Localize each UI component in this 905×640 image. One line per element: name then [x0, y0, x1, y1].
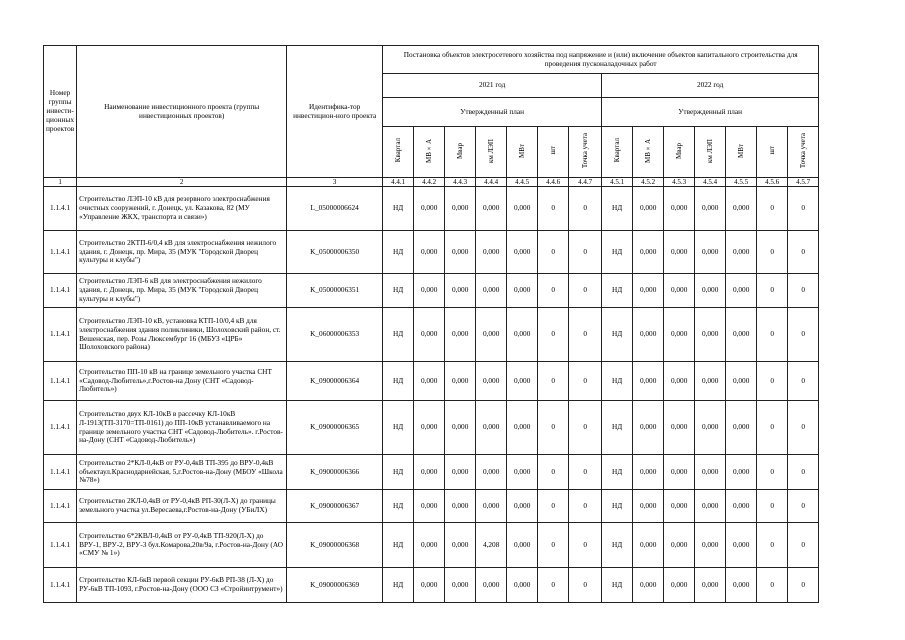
value-cell: 0,000	[476, 455, 507, 490]
value-cell: НД	[602, 455, 633, 490]
value-cell: НД	[602, 308, 633, 362]
group-number-cell: 1.1.4.1	[44, 308, 77, 362]
value-cell: 0,000	[695, 401, 726, 455]
header-plan-2022: Утвержденный план	[602, 98, 819, 127]
value-cell: 0	[569, 490, 602, 523]
subcol-2022-4	[695, 127, 726, 178]
subcol-2022-6	[757, 127, 788, 178]
header-year-2022: 2022 год	[602, 74, 819, 98]
value-cell: 0,000	[726, 187, 757, 231]
project-id-cell: K_09000006365	[287, 401, 383, 455]
subcol-label: МВ×А	[424, 138, 433, 163]
value-cell: 4,208	[476, 523, 507, 568]
value-cell: 0,000	[695, 523, 726, 568]
table-row	[44, 455, 819, 490]
subcol-label: км ЛЭП	[705, 138, 714, 163]
value-cell: 0	[757, 523, 788, 568]
table-body	[44, 187, 819, 603]
group-number-cell: 1.1.4.1	[44, 490, 77, 523]
value-cell: 0,000	[726, 568, 757, 603]
investment-table-sheet	[43, 45, 819, 603]
value-cell: 0,000	[664, 308, 695, 362]
value-cell: 0,000	[414, 187, 445, 231]
value-cell: НД	[383, 231, 414, 274]
subcol-2021-3	[445, 127, 476, 178]
column-number: 4.5.2	[633, 178, 664, 187]
value-cell: 0	[757, 455, 788, 490]
value-cell: 0,000	[445, 455, 476, 490]
column-number: 2	[77, 178, 287, 187]
value-cell: 0	[538, 187, 569, 231]
column-number: 4.4.7	[569, 178, 602, 187]
value-cell: 0,000	[695, 490, 726, 523]
value-cell: 0,000	[633, 187, 664, 231]
value-cell: 0,000	[445, 308, 476, 362]
table-row	[44, 490, 819, 523]
project-id-cell: K_05000006351	[287, 274, 383, 308]
table-row	[44, 362, 819, 401]
project-name-cell: Строительство 2КЛ-0,4кВ от РУ-0,4кВ РП-30(Л-Х) до границы земельного участка ул.Вересаева,г.Ростов-на-Дону (УБиЛХ)	[77, 490, 287, 523]
value-cell: 0,000	[445, 231, 476, 274]
header-plan-2021: Утвержденный план	[383, 98, 602, 127]
value-cell: 0,000	[476, 490, 507, 523]
subcol-label: МВт	[517, 143, 526, 158]
value-cell: 0,000	[414, 308, 445, 362]
value-cell: 0,000	[445, 401, 476, 455]
value-cell: 0	[538, 568, 569, 603]
table-row	[44, 187, 819, 231]
value-cell: 0,000	[476, 308, 507, 362]
column-number: 4.5.1	[602, 178, 633, 187]
value-cell: 0,000	[507, 523, 538, 568]
value-cell: 0	[757, 490, 788, 523]
value-cell: 0,000	[414, 455, 445, 490]
column-number: 3	[287, 178, 383, 187]
value-cell: 0	[538, 362, 569, 401]
value-cell: НД	[602, 362, 633, 401]
value-cell: 0,000	[507, 308, 538, 362]
column-number: 4.5.4	[695, 178, 726, 187]
subcol-label: Мвар	[674, 142, 683, 159]
subcol-2022-2	[633, 127, 664, 178]
subcol-label: Точка учета	[798, 132, 807, 169]
value-cell: 0	[569, 568, 602, 603]
value-cell: 0,000	[445, 187, 476, 231]
value-cell: 0,000	[726, 523, 757, 568]
value-cell: 0,000	[633, 362, 664, 401]
project-name-cell: Строительство 2*КЛ-0,4кВ от РУ-0,4кВ ТП-395 до ВРУ-0,4кВ объектаул.Краснодарнейская, 5,г.Ростов-на-Дону (МБОУ «Школа №78»)	[77, 455, 287, 490]
value-cell: 0	[788, 568, 819, 603]
value-cell: 0,000	[664, 455, 695, 490]
subcol-2021-4	[476, 127, 507, 178]
value-cell: 0,000	[664, 274, 695, 308]
value-cell: 0,000	[633, 231, 664, 274]
value-cell: 0,000	[507, 187, 538, 231]
value-cell: 0,000	[664, 231, 695, 274]
value-cell: НД	[602, 523, 633, 568]
column-number: 4.4.5	[507, 178, 538, 187]
value-cell: 0	[757, 308, 788, 362]
value-cell: 0	[538, 274, 569, 308]
subcol-2022-5	[726, 127, 757, 178]
value-cell: 0,000	[695, 455, 726, 490]
subcol-2021-6	[538, 127, 569, 178]
value-cell: 0,000	[633, 274, 664, 308]
value-cell: 0,000	[414, 274, 445, 308]
subcol-2022-7	[788, 127, 819, 178]
value-cell: 0,000	[695, 274, 726, 308]
column-number: 4.5.7	[788, 178, 819, 187]
value-cell: 0,000	[664, 523, 695, 568]
value-cell: 0,000	[726, 231, 757, 274]
value-cell: 0	[538, 231, 569, 274]
value-cell: НД	[383, 187, 414, 231]
table-row	[44, 308, 819, 362]
header-project-name: Наименование инвестиционного проекта (группы инвестиционных проектов)	[77, 46, 287, 178]
value-cell: НД	[602, 231, 633, 274]
subcol-label: шт	[548, 146, 557, 155]
subcol-label: МВ×А	[643, 138, 652, 163]
subcol-label: Мвар	[455, 142, 464, 159]
value-cell: 0,000	[414, 401, 445, 455]
value-cell: 0,000	[445, 362, 476, 401]
value-cell: 0	[538, 308, 569, 362]
value-cell: 0	[538, 455, 569, 490]
subcol-label: Точка учета	[580, 132, 589, 169]
value-cell: НД	[602, 274, 633, 308]
value-cell: 0,000	[507, 362, 538, 401]
value-cell: 0,000	[476, 362, 507, 401]
value-cell: 0	[757, 187, 788, 231]
value-cell: 0	[788, 455, 819, 490]
investment-table	[43, 45, 819, 603]
group-number-cell: 1.1.4.1	[44, 362, 77, 401]
value-cell: 0,000	[664, 187, 695, 231]
value-cell: НД	[383, 401, 414, 455]
value-cell: НД	[602, 490, 633, 523]
column-number: 1	[44, 178, 77, 187]
value-cell: 0	[569, 187, 602, 231]
value-cell: 0	[569, 362, 602, 401]
column-number: 4.5.3	[664, 178, 695, 187]
value-cell: 0,000	[633, 523, 664, 568]
subcol-label: Квартал	[612, 138, 621, 163]
value-cell: 0,000	[507, 401, 538, 455]
project-name-cell: Строительство 2КТП-6/0,4 кВ для электроснабжения нежилого здания, г. Донецк, пр. Мира, 35 (МУК "Городской Дворец культуры и клубы")	[77, 231, 287, 274]
value-cell: 0,000	[507, 455, 538, 490]
value-cell: НД	[383, 274, 414, 308]
value-cell: 0	[569, 401, 602, 455]
value-cell: 0,000	[476, 401, 507, 455]
subcol-label: Квартал	[393, 138, 402, 163]
value-cell: 0,000	[414, 231, 445, 274]
value-cell: 0	[757, 362, 788, 401]
group-number-cell: 1.1.4.1	[44, 401, 77, 455]
value-cell: 0	[538, 401, 569, 455]
value-cell: 0,000	[633, 568, 664, 603]
value-cell: 0,000	[445, 568, 476, 603]
column-number: 4.4.1	[383, 178, 414, 187]
value-cell: 0	[788, 308, 819, 362]
value-cell: 0	[757, 568, 788, 603]
header-identifier: Идентифика-тор инвестицион-ного проекта	[287, 46, 383, 178]
value-cell: 0	[569, 523, 602, 568]
value-cell: 0,000	[726, 455, 757, 490]
column-number: 4.4.4	[476, 178, 507, 187]
table-row	[44, 231, 819, 274]
value-cell: 0,000	[664, 568, 695, 603]
project-name-cell: Строительство ПП-10 кВ на границе земельного участка СНТ «Садовод-Любитель»,г.Ростов-на Дону (СНТ «Садовод-Любитель»)	[77, 362, 287, 401]
value-cell: 0,000	[445, 523, 476, 568]
group-number-cell: 1.1.4.1	[44, 523, 77, 568]
group-number-cell: 1.1.4.1	[44, 455, 77, 490]
header-super-title: Постановка объектов электросетевого хозяйства под напряжение и (или) включение объектов капитального строительства для проведения пусконаладочных работ	[383, 46, 819, 74]
value-cell: 0,000	[507, 568, 538, 603]
value-cell: 0,000	[507, 231, 538, 274]
project-id-cell: K_09000006366	[287, 455, 383, 490]
table-row	[44, 568, 819, 603]
project-name-cell: Строительство ЛЭП-10 кВ, установка КТП-10/0,4 кВ для электроснабжения здания поликлиники, Шолоховский район, ст. Вешенская, пер. Розы Люксембург 16 (МБУЗ «ЦРБ» Шолоховского района)	[77, 308, 287, 362]
value-cell: 0	[788, 187, 819, 231]
project-name-cell: Строительство ЛЭП-6 кВ для электроснабжения нежилого здания, г. Донецк, пр. Мира, 35 (МУК "Городской Дворец культуры и клубы")	[77, 274, 287, 308]
project-id-cell: K_09000006367	[287, 490, 383, 523]
value-cell: 0,000	[507, 490, 538, 523]
value-cell: 0,000	[476, 568, 507, 603]
value-cell: 0,000	[414, 362, 445, 401]
value-cell: 0,000	[726, 401, 757, 455]
table-header	[44, 46, 819, 187]
subcol-2021-5	[507, 127, 538, 178]
value-cell: 0	[569, 274, 602, 308]
group-number-cell: 1.1.4.1	[44, 274, 77, 308]
group-number-cell: 1.1.4.1	[44, 231, 77, 274]
subcol-2021-2	[414, 127, 445, 178]
subcol-label: км ЛЭП	[486, 138, 495, 163]
value-cell: НД	[602, 568, 633, 603]
value-cell: 0,000	[414, 568, 445, 603]
value-cell: 0	[788, 362, 819, 401]
value-cell: 0	[538, 523, 569, 568]
value-cell: 0,000	[726, 362, 757, 401]
subcol-label: шт	[767, 146, 776, 155]
value-cell: 0,000	[633, 401, 664, 455]
value-cell: 0	[757, 401, 788, 455]
value-cell: 0,000	[507, 274, 538, 308]
value-cell: НД	[383, 490, 414, 523]
subcol-2021-1	[383, 127, 414, 178]
value-cell: 0	[757, 231, 788, 274]
value-cell: 0,000	[633, 455, 664, 490]
column-number: 4.5.6	[757, 178, 788, 187]
header-year-2021: 2021 год	[383, 74, 602, 98]
value-cell: 0,000	[695, 362, 726, 401]
value-cell: НД	[383, 568, 414, 603]
value-cell: 0,000	[476, 187, 507, 231]
column-number: 4.4.3	[445, 178, 476, 187]
project-id-cell: L_05000006624	[287, 187, 383, 231]
value-cell: 0	[788, 231, 819, 274]
project-id-cell: K_09000006364	[287, 362, 383, 401]
column-number: 4.4.6	[538, 178, 569, 187]
value-cell: 0,000	[695, 568, 726, 603]
value-cell: НД	[383, 362, 414, 401]
value-cell: 0,000	[726, 274, 757, 308]
subcol-2022-3	[664, 127, 695, 178]
value-cell: 0,000	[695, 231, 726, 274]
value-cell: 0,000	[414, 523, 445, 568]
value-cell: НД	[602, 401, 633, 455]
project-id-cell: K_09000006368	[287, 523, 383, 568]
value-cell: 0	[538, 490, 569, 523]
table-row	[44, 401, 819, 455]
value-cell: НД	[383, 455, 414, 490]
value-cell: НД	[602, 187, 633, 231]
table-row	[44, 274, 819, 308]
value-cell: 0	[788, 274, 819, 308]
column-number: 4.4.2	[414, 178, 445, 187]
value-cell: 0,000	[476, 274, 507, 308]
value-cell: 0	[757, 274, 788, 308]
project-name-cell: Строительство 6*2КВЛ-0,4кВ от РУ-0,4кВ ТП-920(Л-Х) до ВРУ-1, ВРУ-2, ВРУ-3 бул.Комарова,20в/9а, г.Ростов-на-Дону (АО «СМУ № 1»)	[77, 523, 287, 568]
value-cell: 0	[788, 490, 819, 523]
value-cell: 0	[569, 455, 602, 490]
value-cell: 0	[569, 308, 602, 362]
group-number-cell: 1.1.4.1	[44, 187, 77, 231]
value-cell: НД	[383, 523, 414, 568]
value-cell: 0,000	[695, 308, 726, 362]
project-name-cell: Строительство КЛ-6кВ первой секции РУ-6кВ РП-38 (Л-Х) до РУ-6кВ ТП-1093, г.Ростов-на-Дону (ООО СЗ «Стройинтрумент»)	[77, 568, 287, 603]
group-number-cell: 1.1.4.1	[44, 568, 77, 603]
subcol-2021-7	[569, 127, 602, 178]
project-id-cell: K_06000006353	[287, 308, 383, 362]
value-cell: 0,000	[664, 490, 695, 523]
header-group-number: Номер группы инвести-ционных проектов	[44, 46, 77, 178]
value-cell: 0,000	[726, 308, 757, 362]
value-cell: НД	[383, 308, 414, 362]
value-cell: 0,000	[664, 362, 695, 401]
subcol-label: МВт	[736, 143, 745, 158]
value-cell: 0	[788, 401, 819, 455]
column-number: 4.5.5	[726, 178, 757, 187]
value-cell: 0	[788, 523, 819, 568]
value-cell: 0,000	[445, 490, 476, 523]
value-cell: 0,000	[445, 274, 476, 308]
value-cell: 0,000	[695, 187, 726, 231]
project-id-cell: K_05000006350	[287, 231, 383, 274]
value-cell: 0,000	[633, 308, 664, 362]
table-row	[44, 523, 819, 568]
project-name-cell: Строительство двух КЛ-10кВ в рассечку КЛ-10кВ Л-1913(ТП-3170=ТП-0161) до ПП-10кВ устанавливаемого на границе земельного участка СНТ «Садовод-Любитель». г.Ростов-на-Дону (СНТ «Садовод-Любитель»)	[77, 401, 287, 455]
value-cell: 0,000	[633, 490, 664, 523]
value-cell: 0,000	[476, 231, 507, 274]
value-cell: 0,000	[414, 490, 445, 523]
value-cell: 0	[569, 231, 602, 274]
project-id-cell: K_09000006369	[287, 568, 383, 603]
value-cell: 0,000	[726, 490, 757, 523]
subcol-2022-1	[602, 127, 633, 178]
project-name-cell: Строительство ЛЭП-10 кВ для резервного электроснабжения очистных сооружений, г. Донецк, ул. Казакова, 82 (МУ «Управление ЖКХ, транспорта и связи»)	[77, 187, 287, 231]
value-cell: 0,000	[664, 401, 695, 455]
